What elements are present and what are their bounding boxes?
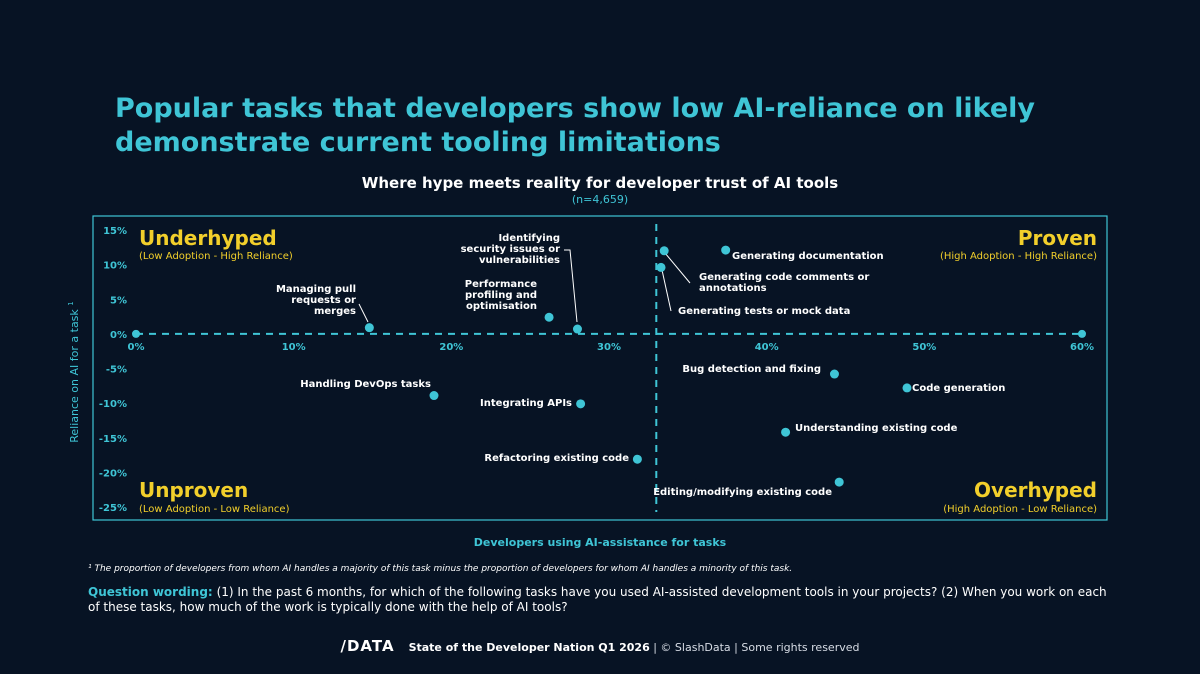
data-point (657, 263, 666, 272)
quadrant-subtitle: (High Adoption - High Reliance) (939, 251, 1097, 262)
y-tick-label: -10% (98, 399, 127, 411)
x-tick-label: 10% (281, 341, 306, 353)
point-label: Understanding existing code (795, 423, 958, 434)
question-wording (88, 585, 1108, 615)
data-point (835, 478, 844, 487)
point-label: Generating tests or mock data (678, 306, 851, 317)
data-point (721, 246, 730, 255)
data-point (781, 428, 790, 437)
point-label: Handling DevOps tasks (300, 379, 431, 390)
question-text: (1) In the past 6 months, for which of the following tasks have you used AI-assisted development tools in your projects? (2) When you work on each of these tasks, how much of the work is typically done with the help of AI tools? (88, 585, 1107, 614)
headline: Popular tasks that developers show low AI-reliance on likely demonstrate current tooling limitations (115, 93, 1035, 158)
quadrant-title: Underhyped (139, 226, 277, 250)
y-tick-label: -5% (105, 364, 127, 376)
data-point (830, 370, 839, 379)
chart-subtitle: (n=4,659) (571, 193, 629, 206)
quadrant-subtitle: (Low Adoption - High Reliance) (139, 251, 293, 262)
y-axis-label: Reliance on AI for a task $^1$ (67, 301, 81, 443)
point-label: Managing pull requests or merges (275, 284, 356, 317)
data-point (576, 399, 585, 408)
footnote: ¹ The proportion of developers from whom AI handles a majority of this task minus the proportion of developers for whom AI handles a minority of this task. (88, 564, 793, 574)
quadrant-title: Overhyped (974, 478, 1097, 502)
point-label: Refactoring existing code (484, 453, 629, 464)
data-point (573, 325, 582, 334)
leader-line (359, 304, 368, 322)
point-label: Performance profiling and optimisation (464, 279, 537, 312)
point-label: Identifying security issues or vulnerabilities (460, 233, 560, 266)
point-label: Generating code comments or annotations (699, 272, 870, 294)
y-tick-label: 5% (110, 295, 127, 307)
y-tick-label: -15% (98, 433, 127, 445)
x-tick-label: 40% (754, 341, 779, 353)
x-tick-label: 30% (597, 341, 621, 353)
quadrant-subtitle: (High Adoption - Low Reliance) (943, 504, 1097, 515)
data-point (365, 323, 374, 332)
y-tick-label: -20% (98, 468, 127, 480)
x-tick-label: 60% (1070, 341, 1094, 353)
data-point (902, 383, 911, 392)
slashdata-logo: /DATA (340, 637, 395, 655)
point-label: Editing/modifying existing code (653, 487, 832, 498)
quadrant-subtitle: (Low Adoption - Low Reliance) (139, 504, 290, 515)
report-name: State of the Developer Nation Q1 2026 (408, 641, 650, 654)
data-point (633, 455, 642, 464)
y-tick-label: 10% (103, 260, 127, 272)
question-label: Question wording: (88, 585, 213, 599)
x-axis-label: Developers using AI-assistance for tasks (473, 536, 727, 549)
point-label: Bug detection and fixing (682, 364, 821, 375)
chart-title: Where hype meets reality for developer trust of AI tools (361, 174, 839, 192)
y-tick-label: -25% (98, 503, 127, 514)
x-tick-label: 20% (439, 341, 464, 353)
x-tick-label: 50% (912, 341, 937, 353)
footer (0, 637, 1200, 655)
quadrant-title: Unproven (139, 478, 249, 502)
quadrant-title: Proven (1017, 226, 1097, 250)
data-point (429, 391, 438, 400)
leader-line (564, 250, 577, 322)
leader-line (662, 270, 671, 311)
data-point (660, 246, 669, 255)
axis-origin-point (132, 330, 140, 338)
data-point (545, 313, 554, 322)
y-tick-label: 0% (110, 329, 127, 341)
point-label: Code generation (912, 383, 1006, 394)
point-label: Integrating APIs (480, 398, 572, 409)
copyright: | © SlashData | Some rights reserved (649, 641, 860, 654)
leader-line (665, 253, 690, 283)
point-label: Generating documentation (732, 251, 884, 262)
y-tick-label: 15% (103, 226, 127, 237)
x-tick-label: 0% (127, 341, 145, 353)
axis-end-point (1078, 330, 1086, 338)
